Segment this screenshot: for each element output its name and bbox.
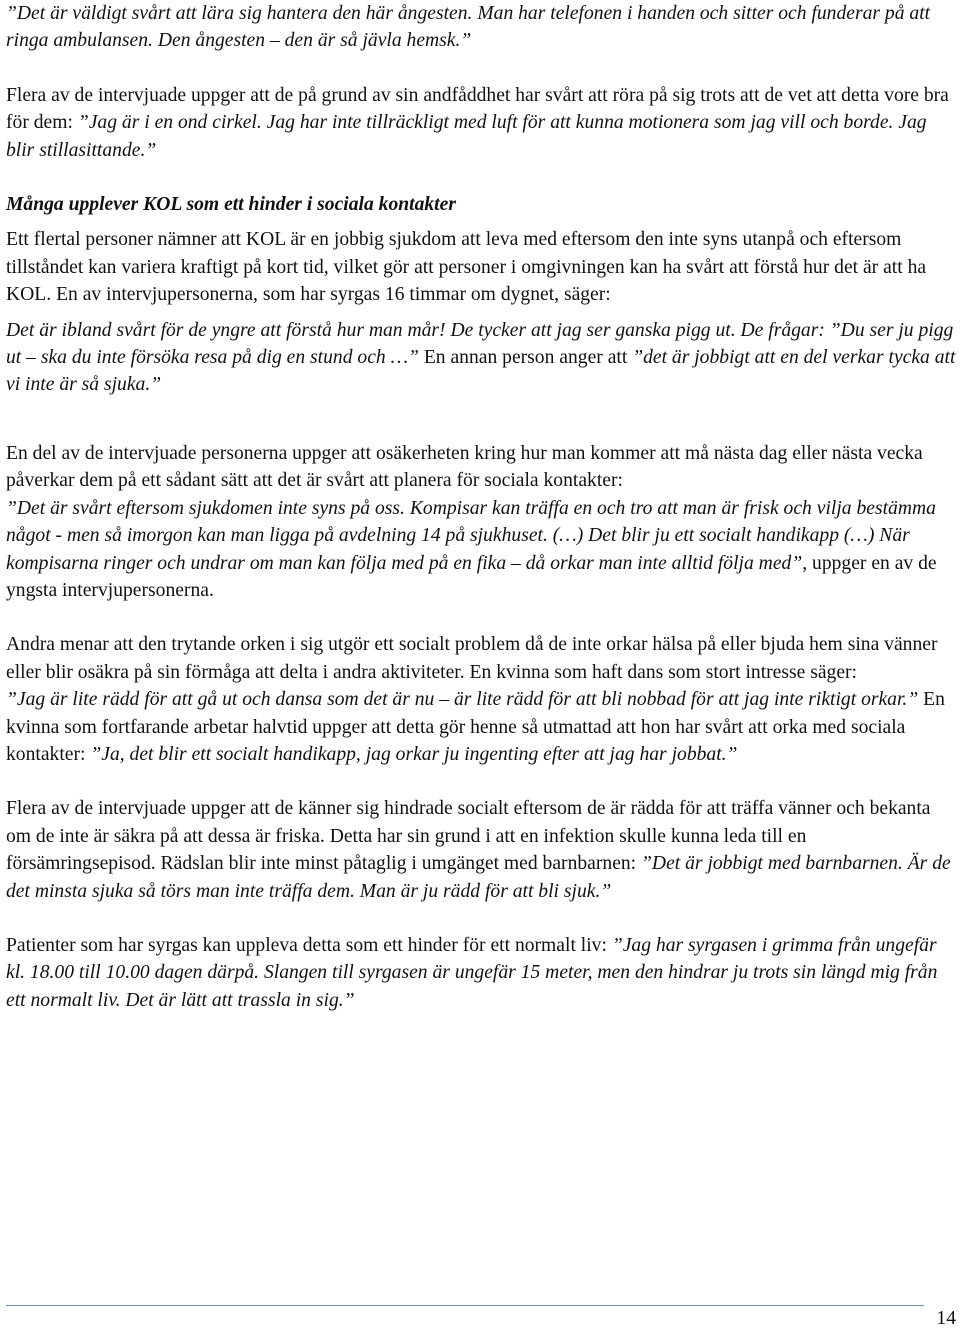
- quote-text: ”Jag är i en ond cirkel. Jag har inte tillräckligt med luft för att kunna motionera som jag vill och borde. Jag blir stillasittande.”: [6, 112, 927, 161]
- paragraph: [6, 795, 956, 905]
- body-text: Ett flertal personer nämner att KOL är en jobbig sjukdom att leva med eftersom den inte syns utanpå och eftersom tillståndet kan variera kraftigt på kort tid, vilket gör att personer i omgivningen kan ha svårt att förstå hur det är att ha KOL. En av intervjupersonerna, som har syrgas 16 timmar om dygnet, säger:: [6, 229, 927, 306]
- quote-text: ”Jag har syrgasen i grimma från ungefär kl. 18.00 till 10.00 dagen därpå. Slangen till syrgasen är ungefär 15 meter, men den hindrar ju trots sin längd mig från ett normalt liv. Det är lätt att trassla in sig.”: [6, 934, 938, 1011]
- page-number: 14: [936, 1308, 956, 1329]
- paragraph: [6, 226, 956, 308]
- body-text: En kvinna som fortfarande arbetar halvtid uppger att detta gör henne så utmattad att hon har svårt att orka med sociala kontakter:: [6, 689, 945, 765]
- body-text: Flera av de intervjuade uppger att de känner sig hindrade socialt eftersom de är rädda för att träffa vänner och bekanta om de inte är säkra på att dessa är friska. Detta har sin grund i att en infektion skulle kunna leda till en försämringsepisod. Rädslan blir inte minst påtaglig i umgänget med barnbarnen:: [6, 798, 931, 875]
- body-text: En annan person anger att: [423, 347, 633, 369]
- paragraph: [6, 932, 956, 1014]
- section-heading: Många upplever KOL som ett hinder i sociala kontakter: [6, 194, 456, 216]
- quote-text: ”Det är jobbigt med barnbarnen. Är de det minsta sjuka så törs man inte träffa dem. Man är ju rädd för att bli sjuk.”: [6, 853, 951, 902]
- body-text: Flera av de intervjuade uppger att de på grund av sin andfåddhet har svårt att röra på sig trots att de vet att detta vore bra för dem:: [6, 84, 949, 134]
- quote-text: ”Jag är lite rädd för att gå ut och dansa som det är nu – är lite rädd för att bli nobbad för att jag inte riktigt orkar.”: [6, 689, 924, 711]
- body-text: , uppger en av de yngsta intervjupersonerna.: [6, 552, 937, 601]
- quote-text: ”Det är väldigt svårt att lära sig hantera den här ångesten. Man har telefonen i handen och sitter och funderar på att ringa ambulansen. Den ångesten – den är så jävla hemsk.”: [6, 3, 931, 52]
- paragraph: [6, 317, 956, 399]
- quote-text: ”Ja, det blir ett socialt handikapp, jag orkar ju ingenting efter att jag har jobbat.”: [90, 743, 738, 765]
- paragraph: [6, 440, 956, 495]
- body-text: Andra menar att den trytande orken i sig utgör ett socialt problem då de inte orkar hälsa på eller bjuda hem sina vänner eller blir osäkra på sin förmåga att delta i andra aktiviteter. En kvinna som haft dans som stort intresse säger:: [6, 634, 938, 683]
- paragraph: [6, 495, 956, 605]
- quote-text: Det är ibland svårt för de yngre att förstå hur man mår! De tycker att jag ser ganska pigg ut. De frågar: ”Du ser ju pigg ut – ska du inte försöka resa på dig en stund och …”: [6, 319, 954, 369]
- paragraph: [6, 0, 956, 55]
- quote-text: ”Det är svårt eftersom sjukdomen inte syns på oss. Kompisar kan träffa en och tro att man är frisk och vilja bestämma något - men så imorgon kan man ligga på avdelning 14 på sjukhuset. (…) Det blir ju ett socialt handikapp (…) När kompisarna ringer och undrar om man kan följa med på en fika – då orkar man inte alltid följa med”: [6, 497, 936, 574]
- document-page: [6, 0, 956, 1014]
- paragraph: [6, 631, 956, 686]
- body-text: Patienter som har syrgas kan uppleva detta som ett hinder för ett normalt liv:: [6, 934, 612, 956]
- paragraph: [6, 686, 956, 768]
- paragraph: [6, 82, 956, 164]
- body-text: En del av de intervjuade personerna uppger att osäkerheten kring hur man kommer att må nästa dag eller nästa vecka påverkar dem på ett sådant sätt att det är svårt att planera för sociala kontakter:: [6, 442, 923, 492]
- quote-text: ”det är jobbigt att en del verkar tycka att vi inte är så sjuka.”: [6, 347, 956, 396]
- footer-divider: [6, 1305, 924, 1306]
